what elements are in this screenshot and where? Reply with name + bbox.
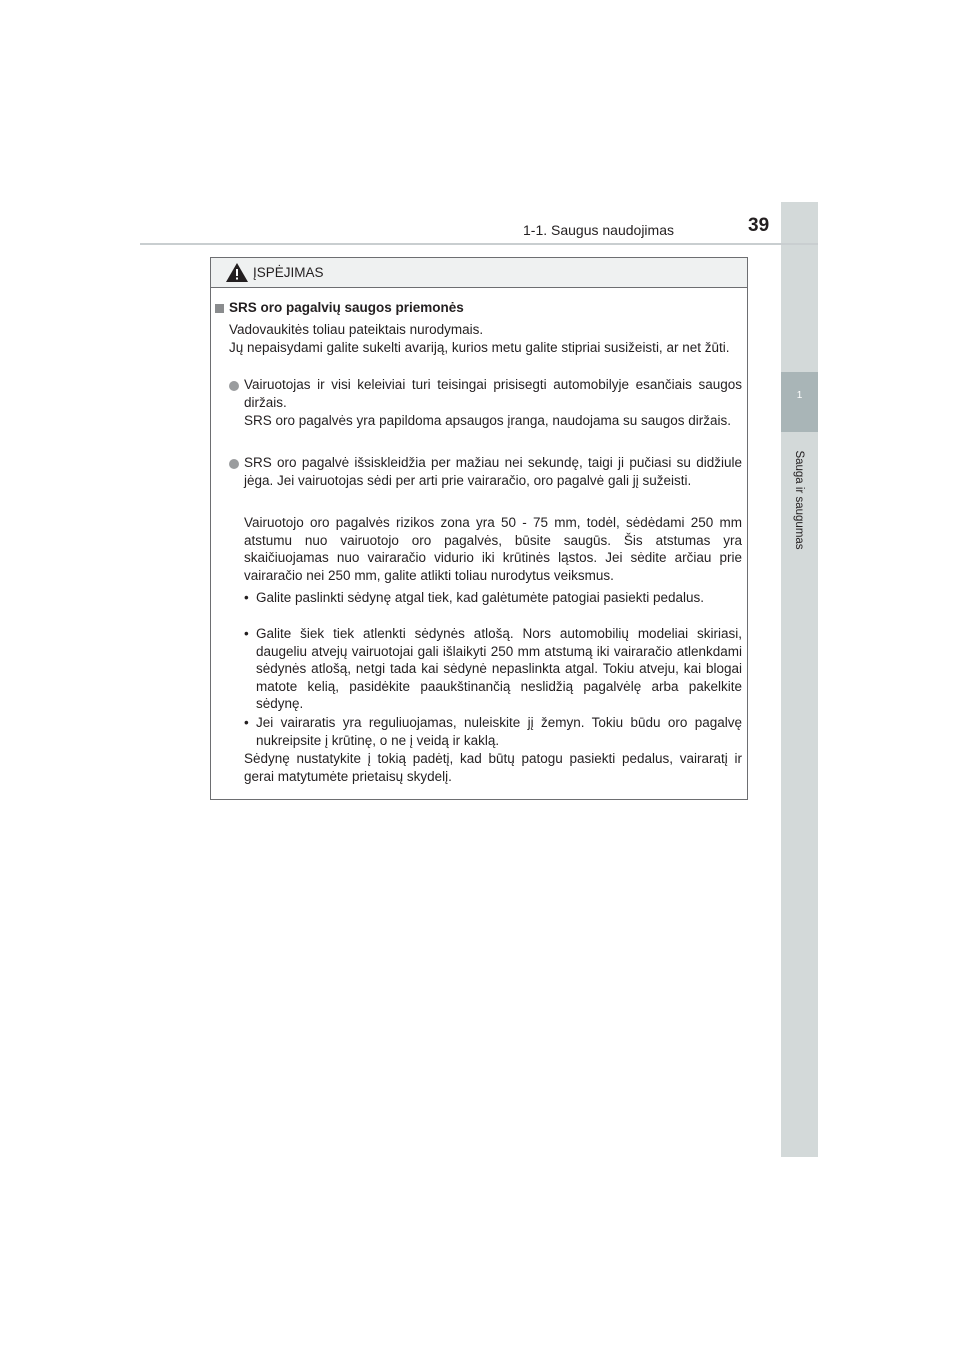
bullet-dot-icon [229, 381, 239, 391]
chapter-number: 1 [796, 390, 803, 401]
list-bullet: • [244, 715, 249, 730]
intro-line-2: Jų nepaisydami galite sukelti avariją, kurios metu galite stipriai susižeisti, ar net žūti. [229, 340, 730, 355]
item-1-text: Vairuotojas ir visi keleiviai turi teisingai prisisegti automobilyje esančiais saugos diržais. [244, 377, 742, 410]
bullet-dot-icon [229, 459, 239, 469]
closing-text: Sėdynę nustatykite į tokią padėtį, kad būtų patogu pasiekti pedalus, vairaratį ir gerai matytumėte prietaisų skydelį. [244, 751, 742, 784]
item-2-detail: Vairuotojo oro pagalvės rizikos zona yra 50 - 75 mm, todėl, sėdėdami 250 mm atstumu nuo vairuotojo oro pagalvės, būsite saugūs. Šis atstumas yra skaičiuojamas nuo vairaračio vidurio iki krūtinės ląstos. Jei sėdite arčiau prie vairaračio nei 250 mm, galite atlikti toliau nurodytus veiksmus. [244, 515, 742, 583]
header-divider [140, 243, 818, 245]
section-title: 1-1. Saugus naudojimas [523, 222, 674, 238]
list-item-3: Jei vairaratis yra reguliuojamas, nuleiskite jį žemyn. Tokiu būdu oro pagalvę nukreipsite į krūtinę, o ne į veidą ir kaklą. [256, 715, 742, 748]
intro-line-1: Vadovaukitės toliau pateiktais nurodymais. [229, 322, 484, 337]
chapter-sidebar [781, 202, 818, 1157]
section-square-icon [215, 304, 224, 313]
chapter-tab[interactable] [781, 372, 818, 432]
page-number: 39 [748, 215, 770, 236]
warning-header [211, 258, 747, 288]
list-bullet: • [244, 626, 249, 641]
warning-heading: SRS oro pagalvių saugos priemonės [229, 300, 464, 315]
warning-triangle-icon [226, 263, 248, 282]
list-bullet: • [244, 590, 249, 605]
list-item-2: Galite šiek tiek atlenkti sėdynės atlošą. Nors automobilių modeliai skiriasi, daugeliu atvejų vairuotojai gali išlaikyti 250 mm atstumą iki vairaračio atlenkdami sėdynės atlošą, netgi tada kai sėdynė nepaslinkta atgal. Tokiu atveju, kai blogai matote kelią, pasidėkite paaukštinančią neslidžią pagalvėlę arba pakelkite sėdynę. [256, 626, 742, 711]
chapter-label: Sauga ir saugumas [793, 450, 805, 550]
item-2-text: SRS oro pagalvė išsiskleidžia per mažiau nei sekundę, taigi ji pučiasi su didžiule jėga. Jei vairuotojas sėdi per arti prie vairaračio, oro pagalvė gali jį sužeisti. [244, 455, 742, 488]
item-1-detail: SRS oro pagalvės yra papildoma apsaugos įranga, naudojama su saugos diržais. [244, 413, 732, 428]
list-item-1: Galite paslinkti sėdynę atgal tiek, kad galėtumėte patogiai pasiekti pedalus. [256, 590, 705, 605]
warning-box [210, 257, 748, 800]
warning-title: ĮSPĖJIMAS [253, 265, 324, 280]
